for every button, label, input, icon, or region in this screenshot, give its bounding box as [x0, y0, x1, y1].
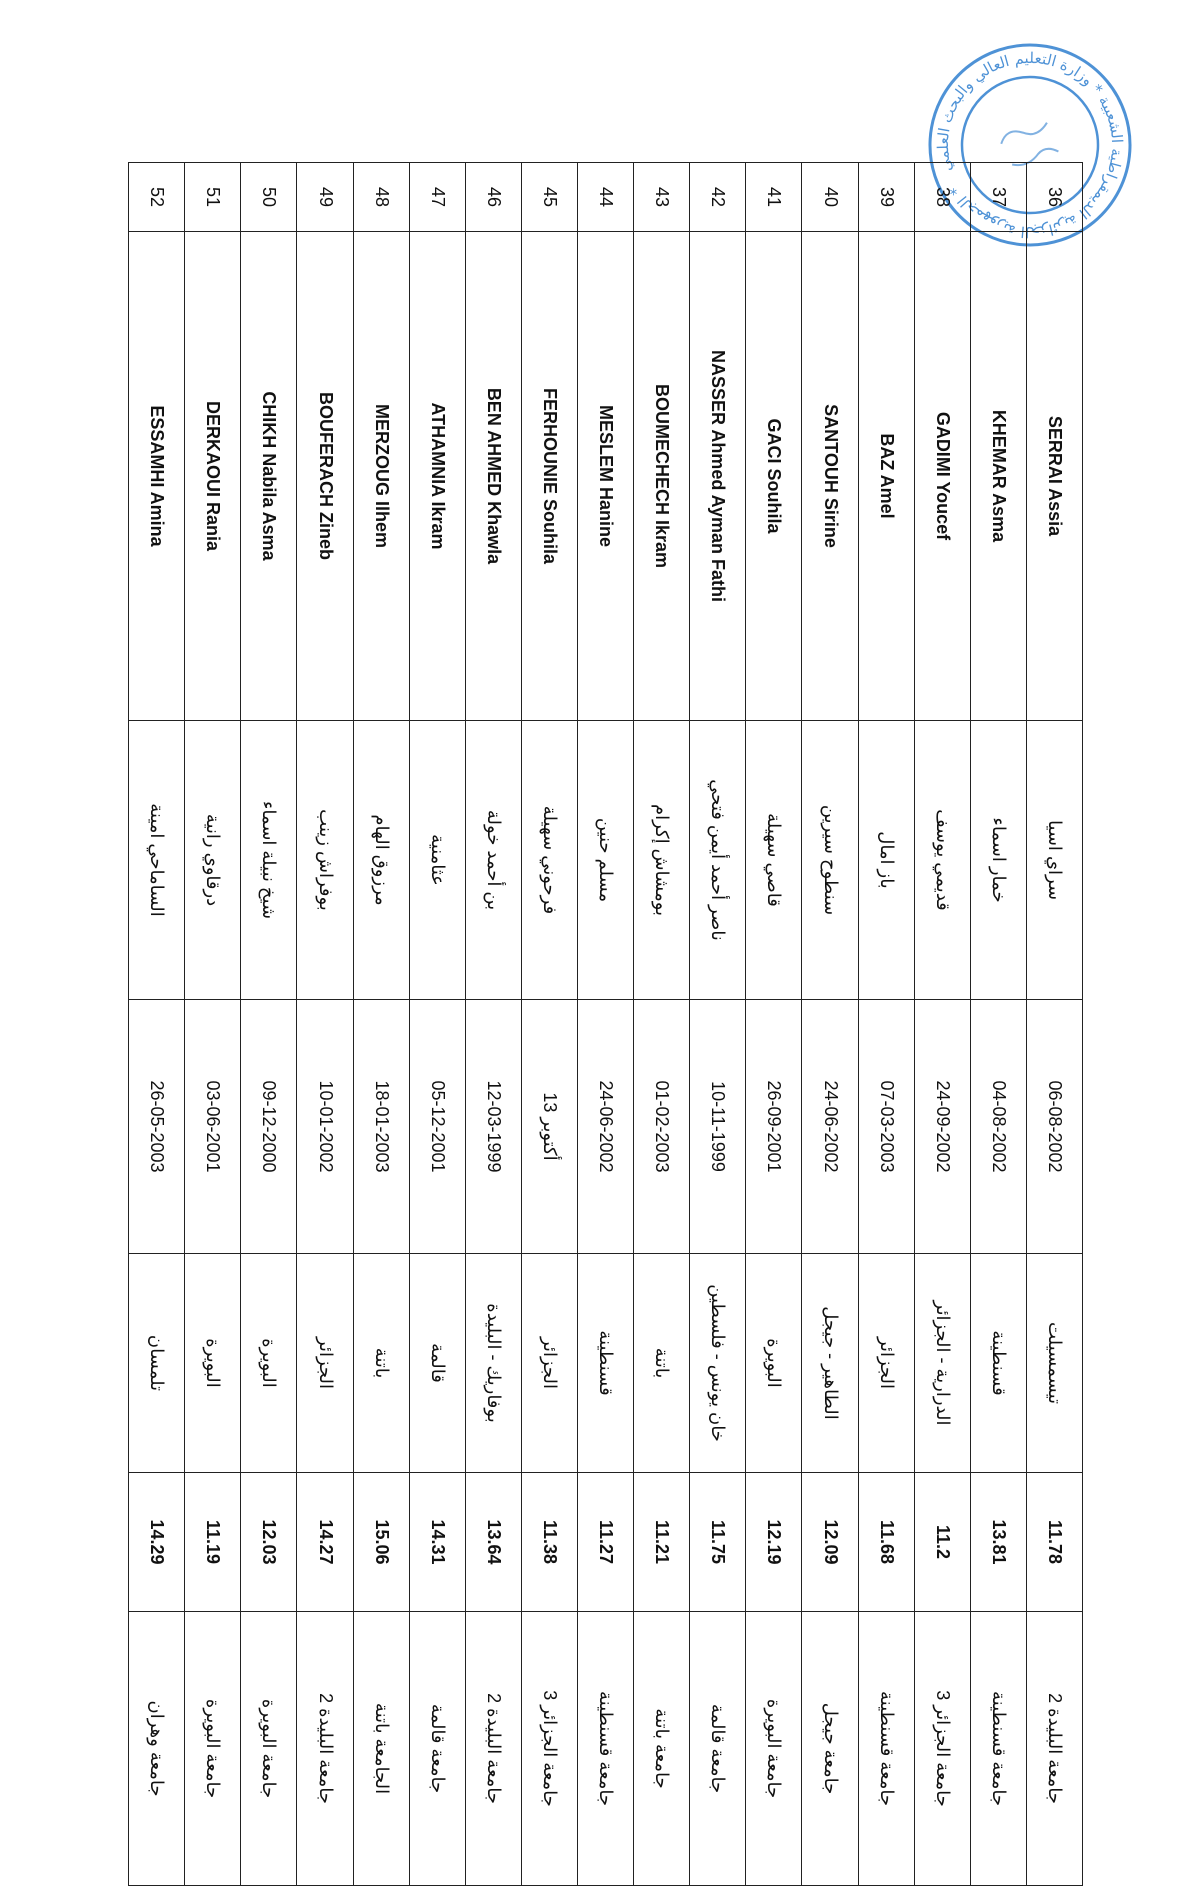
grade: 11.2 — [914, 1473, 970, 1612]
row-number: 37 — [970, 163, 1026, 232]
birth-date: 26-09-2001 — [746, 1000, 802, 1254]
birth-date: 24-06-2002 — [802, 1000, 858, 1254]
latin-name: ATHAMNIA Ikram — [409, 232, 465, 721]
latin-name: FERHOUNIE Souhila — [521, 232, 577, 721]
table-row — [409, 163, 465, 1886]
latin-name: BAZ Amel — [858, 232, 914, 721]
latin-name: BOUMECHECH Ikram — [634, 232, 690, 721]
table-row — [858, 163, 914, 1886]
row-number: 43 — [634, 163, 690, 232]
row-number: 42 — [690, 163, 746, 232]
table-row — [297, 163, 353, 1886]
birth-place: قالمة — [409, 1254, 465, 1473]
birth-date: 01-02-2003 — [634, 1000, 690, 1254]
arabic-name: مرزوق الهام — [353, 721, 409, 1000]
table-row — [914, 163, 970, 1886]
latin-name: GACI Souhila — [746, 232, 802, 721]
latin-name: GADIMI Youcef — [914, 232, 970, 721]
birth-place: تيسمسيلت — [1026, 1254, 1082, 1473]
grade: 12.19 — [746, 1473, 802, 1612]
arabic-name: بوفراش زينب — [297, 721, 353, 1000]
row-number: 46 — [465, 163, 521, 232]
table-row — [129, 163, 185, 1886]
birth-date: 04-08-2002 — [970, 1000, 1026, 1254]
birth-place: قسنطينة — [970, 1254, 1026, 1473]
birth-place: الطاهير - جيجل — [802, 1254, 858, 1473]
university: جامعة البليدة 2 — [297, 1612, 353, 1886]
grade: 12.09 — [802, 1473, 858, 1612]
latin-name: MERZOUG Ilhem — [353, 232, 409, 721]
birth-place: الجزائر — [858, 1254, 914, 1473]
university: جامعة جيجل — [802, 1612, 858, 1886]
university: جامعة البويرة — [241, 1612, 297, 1886]
birth-place: الجزائر — [521, 1254, 577, 1473]
birth-place: الدرارية - الجزائر — [914, 1254, 970, 1473]
grade: 13.81 — [970, 1473, 1026, 1612]
table-row — [690, 163, 746, 1886]
grade: 11.27 — [578, 1473, 634, 1612]
table-row — [970, 163, 1026, 1886]
arabic-name: قديمي يوسف — [914, 721, 970, 1000]
university: جامعة الجزائر 3 — [521, 1612, 577, 1886]
university: جامعة قالمة — [690, 1612, 746, 1886]
birth-place: خان يونس - فلسطين — [690, 1254, 746, 1473]
arabic-name: قاصي سهيلة — [746, 721, 802, 1000]
grade: 11.38 — [521, 1473, 577, 1612]
university: جامعة قسنطينة — [858, 1612, 914, 1886]
arabic-name: بومشاش إكرام — [634, 721, 690, 1000]
birth-place: تلمسان — [129, 1254, 185, 1473]
university: جامعة قالمة — [409, 1612, 465, 1886]
birth-date: 24-06-2002 — [578, 1000, 634, 1254]
university: جامعة البويرة — [746, 1612, 802, 1886]
birth-place: باتنة — [634, 1254, 690, 1473]
birth-date: 13 أكتوبر — [521, 1000, 577, 1254]
birth-place: البويرة — [185, 1254, 241, 1473]
birth-date: 07-03-2003 — [858, 1000, 914, 1254]
grade: 15.06 — [353, 1473, 409, 1612]
university: جامعة باتنة — [634, 1612, 690, 1886]
table-row — [185, 163, 241, 1886]
stamp-text: الجمهورية الجزائرية الديمقراطية الشعبية * وزارة التعليم العالي والبحث العلمي * — [933, 48, 1127, 242]
row-number: 39 — [858, 163, 914, 232]
grade: 14.31 — [409, 1473, 465, 1612]
row-number: 38 — [914, 163, 970, 232]
row-number: 40 — [802, 163, 858, 232]
table-row — [802, 163, 858, 1886]
latin-name: MESLEM Hanine — [578, 232, 634, 721]
birth-date: 09-12-2000 — [241, 1000, 297, 1254]
grade: 11.21 — [634, 1473, 690, 1612]
roster-table-wrapper — [128, 162, 1083, 1807]
row-number: 51 — [185, 163, 241, 232]
arabic-name: بن أحمد خولة — [465, 721, 521, 1000]
arabic-name: فرحوني سهيلة — [521, 721, 577, 1000]
row-number: 36 — [1026, 163, 1082, 232]
university: جامعة البليدة 2 — [465, 1612, 521, 1886]
birth-date: 10-11-1999 — [690, 1000, 746, 1254]
row-number: 52 — [129, 163, 185, 232]
row-number: 50 — [241, 163, 297, 232]
grade: 13.64 — [465, 1473, 521, 1612]
grade: 11.75 — [690, 1473, 746, 1612]
table-row — [634, 163, 690, 1886]
birth-date: 10-01-2002 — [297, 1000, 353, 1254]
birth-place: قسنطينة — [578, 1254, 634, 1473]
university: جامعة البليدة 2 — [1026, 1612, 1082, 1886]
arabic-name: شيخ نبيلة اسماء — [241, 721, 297, 1000]
latin-name: BOUFERACH Zineb — [297, 232, 353, 721]
university: جامعة البويرة — [185, 1612, 241, 1886]
row-number: 44 — [578, 163, 634, 232]
university: الجامعة باتنة — [353, 1612, 409, 1886]
table-row — [521, 163, 577, 1886]
latin-name: ESSAMHI Amina — [129, 232, 185, 721]
latin-name: KHEMAR Asma — [970, 232, 1026, 721]
arabic-name: سنطوح سيرين — [802, 721, 858, 1000]
university: جامعة قسنطينة — [578, 1612, 634, 1886]
arabic-name: باز امال — [858, 721, 914, 1000]
grade: 11.78 — [1026, 1473, 1082, 1612]
student-roster-table — [128, 162, 1083, 1886]
latin-name: CHIKH Nabila Asma — [241, 232, 297, 721]
latin-name: DERKAOUI Rania — [185, 232, 241, 721]
table-row — [578, 163, 634, 1886]
birth-date: 12-03-1999 — [465, 1000, 521, 1254]
grade: 14.29 — [129, 1473, 185, 1612]
birth-place: البويرة — [746, 1254, 802, 1473]
birth-date: 06-08-2002 — [1026, 1000, 1082, 1254]
birth-date: 24-09-2002 — [914, 1000, 970, 1254]
arabic-name: درقاوي رانية — [185, 721, 241, 1000]
table-row — [241, 163, 297, 1886]
table-row — [1026, 163, 1082, 1886]
birth-place: بوفاريك - البليدة — [465, 1254, 521, 1473]
table-row — [353, 163, 409, 1886]
arabic-name: الساماحي امينة — [129, 721, 185, 1000]
arabic-name: عثامنية — [409, 721, 465, 1000]
birth-place: الجزائر — [297, 1254, 353, 1473]
arabic-name: سراي اسيا — [1026, 721, 1082, 1000]
latin-name: NASSER Ahmed Ayman Fathi — [690, 232, 746, 721]
arabic-name: مسلم حنين — [578, 721, 634, 1000]
roster-body — [129, 163, 1083, 1886]
latin-name: SERRAI Assia — [1026, 232, 1082, 721]
arabic-name: ناصر أحمد أيمن فتحي — [690, 721, 746, 1000]
university: جامعة الجزائر 3 — [914, 1612, 970, 1886]
university: جامعة وهران — [129, 1612, 185, 1886]
table-row — [465, 163, 521, 1886]
row-number: 48 — [353, 163, 409, 232]
table-row — [746, 163, 802, 1886]
row-number: 41 — [746, 163, 802, 232]
grade: 14.27 — [297, 1473, 353, 1612]
university: جامعة قسنطينة — [970, 1612, 1026, 1886]
grade: 11.68 — [858, 1473, 914, 1612]
birth-date: 05-12-2001 — [409, 1000, 465, 1254]
birth-date: 03-06-2001 — [185, 1000, 241, 1254]
birth-place: باتنة — [353, 1254, 409, 1473]
grade: 11.19 — [185, 1473, 241, 1612]
birth-date: 18-01-2003 — [353, 1000, 409, 1254]
arabic-name: خمار اسماء — [970, 721, 1026, 1000]
row-number: 45 — [521, 163, 577, 232]
birth-place: البويرة — [241, 1254, 297, 1473]
row-number: 49 — [297, 163, 353, 232]
latin-name: BEN AHMED Khawla — [465, 232, 521, 721]
row-number: 47 — [409, 163, 465, 232]
grade: 12.03 — [241, 1473, 297, 1612]
latin-name: SANTOUH Sirine — [802, 232, 858, 721]
birth-date: 26-05-2003 — [129, 1000, 185, 1254]
